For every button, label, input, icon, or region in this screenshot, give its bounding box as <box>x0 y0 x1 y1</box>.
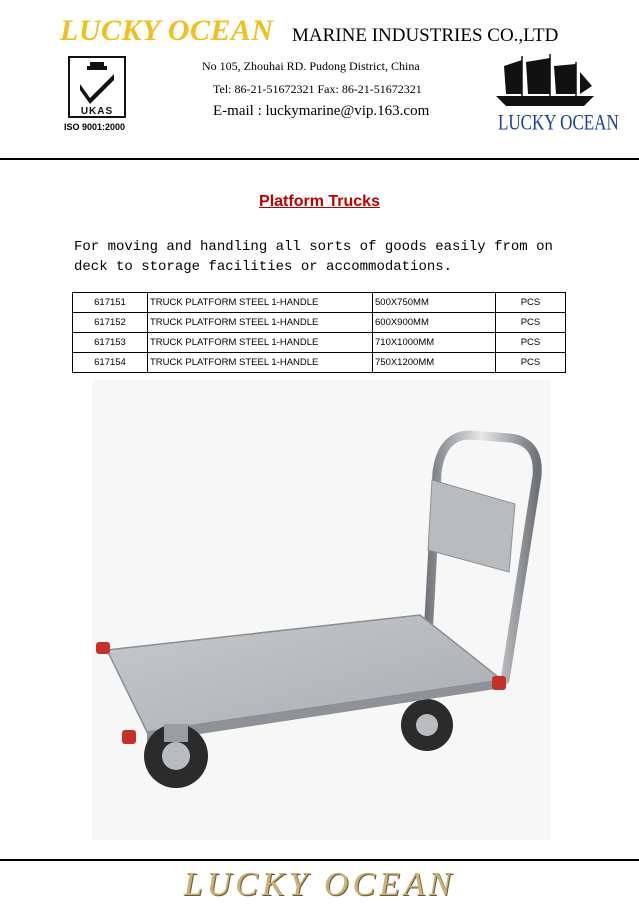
footer-brand: LUCKY OCEAN <box>183 866 456 903</box>
item-size: 600X900MM <box>373 313 496 333</box>
item-code: 617152 <box>73 313 148 333</box>
footer-divider <box>0 859 639 861</box>
table-row <box>73 333 566 353</box>
table-row <box>73 313 566 333</box>
item-name: TRUCK PLATFORM STEEL 1-HANDLE <box>148 353 373 373</box>
brand-name: LUCKY OCEAN <box>60 14 274 47</box>
page-header <box>0 0 639 160</box>
table-row <box>73 353 566 373</box>
lucky-ocean-logo <box>492 52 619 137</box>
section-title: Platform Trucks <box>259 193 380 210</box>
item-code: 617153 <box>73 333 148 353</box>
item-name: TRUCK PLATFORM STEEL 1-HANDLE <box>148 333 373 353</box>
item-code: 617154 <box>73 353 148 373</box>
company-tel-fax: Tel: 86-21-51672321 Fax: 86-21-51672321 <box>213 82 422 96</box>
item-unit: PCS <box>496 293 566 313</box>
section-description: For moving and handling all sorts of goods easily from on deck to storage facilities or accommodations. <box>74 239 553 275</box>
header-divider <box>0 158 639 160</box>
ship-icon <box>492 52 597 112</box>
iso-certification: ISO 9001:2000 <box>64 122 126 132</box>
item-name: TRUCK PLATFORM STEEL 1-HANDLE <box>148 313 373 333</box>
item-unit: PCS <box>496 313 566 333</box>
item-unit: PCS <box>496 353 566 373</box>
company-address: No 105, Zhouhai RD. Pudong District, China <box>202 59 420 73</box>
company-name: MARINE INDUSTRIES CO.,LTD <box>292 25 559 46</box>
item-name: TRUCK PLATFORM STEEL 1-HANDLE <box>148 293 373 313</box>
ukas-certification-mark <box>64 56 130 136</box>
item-size: 500X750MM <box>373 293 496 313</box>
item-code: 617151 <box>73 293 148 313</box>
logo-text: LUCKY OCEAN <box>498 110 619 135</box>
ukas-badge <box>68 56 126 118</box>
item-unit: PCS <box>496 333 566 353</box>
item-size: 710X1000MM <box>373 333 496 353</box>
ukas-check-icon <box>70 58 124 116</box>
platform-truck-illustration <box>92 380 550 840</box>
product-table <box>72 292 566 373</box>
platform-truck-photo <box>92 380 550 840</box>
company-email: E-mail : luckymarine@vip.163.com <box>213 103 430 119</box>
item-size: 750X1200MM <box>373 353 496 373</box>
table-row <box>73 293 566 313</box>
ukas-label: UKAS <box>80 106 114 116</box>
